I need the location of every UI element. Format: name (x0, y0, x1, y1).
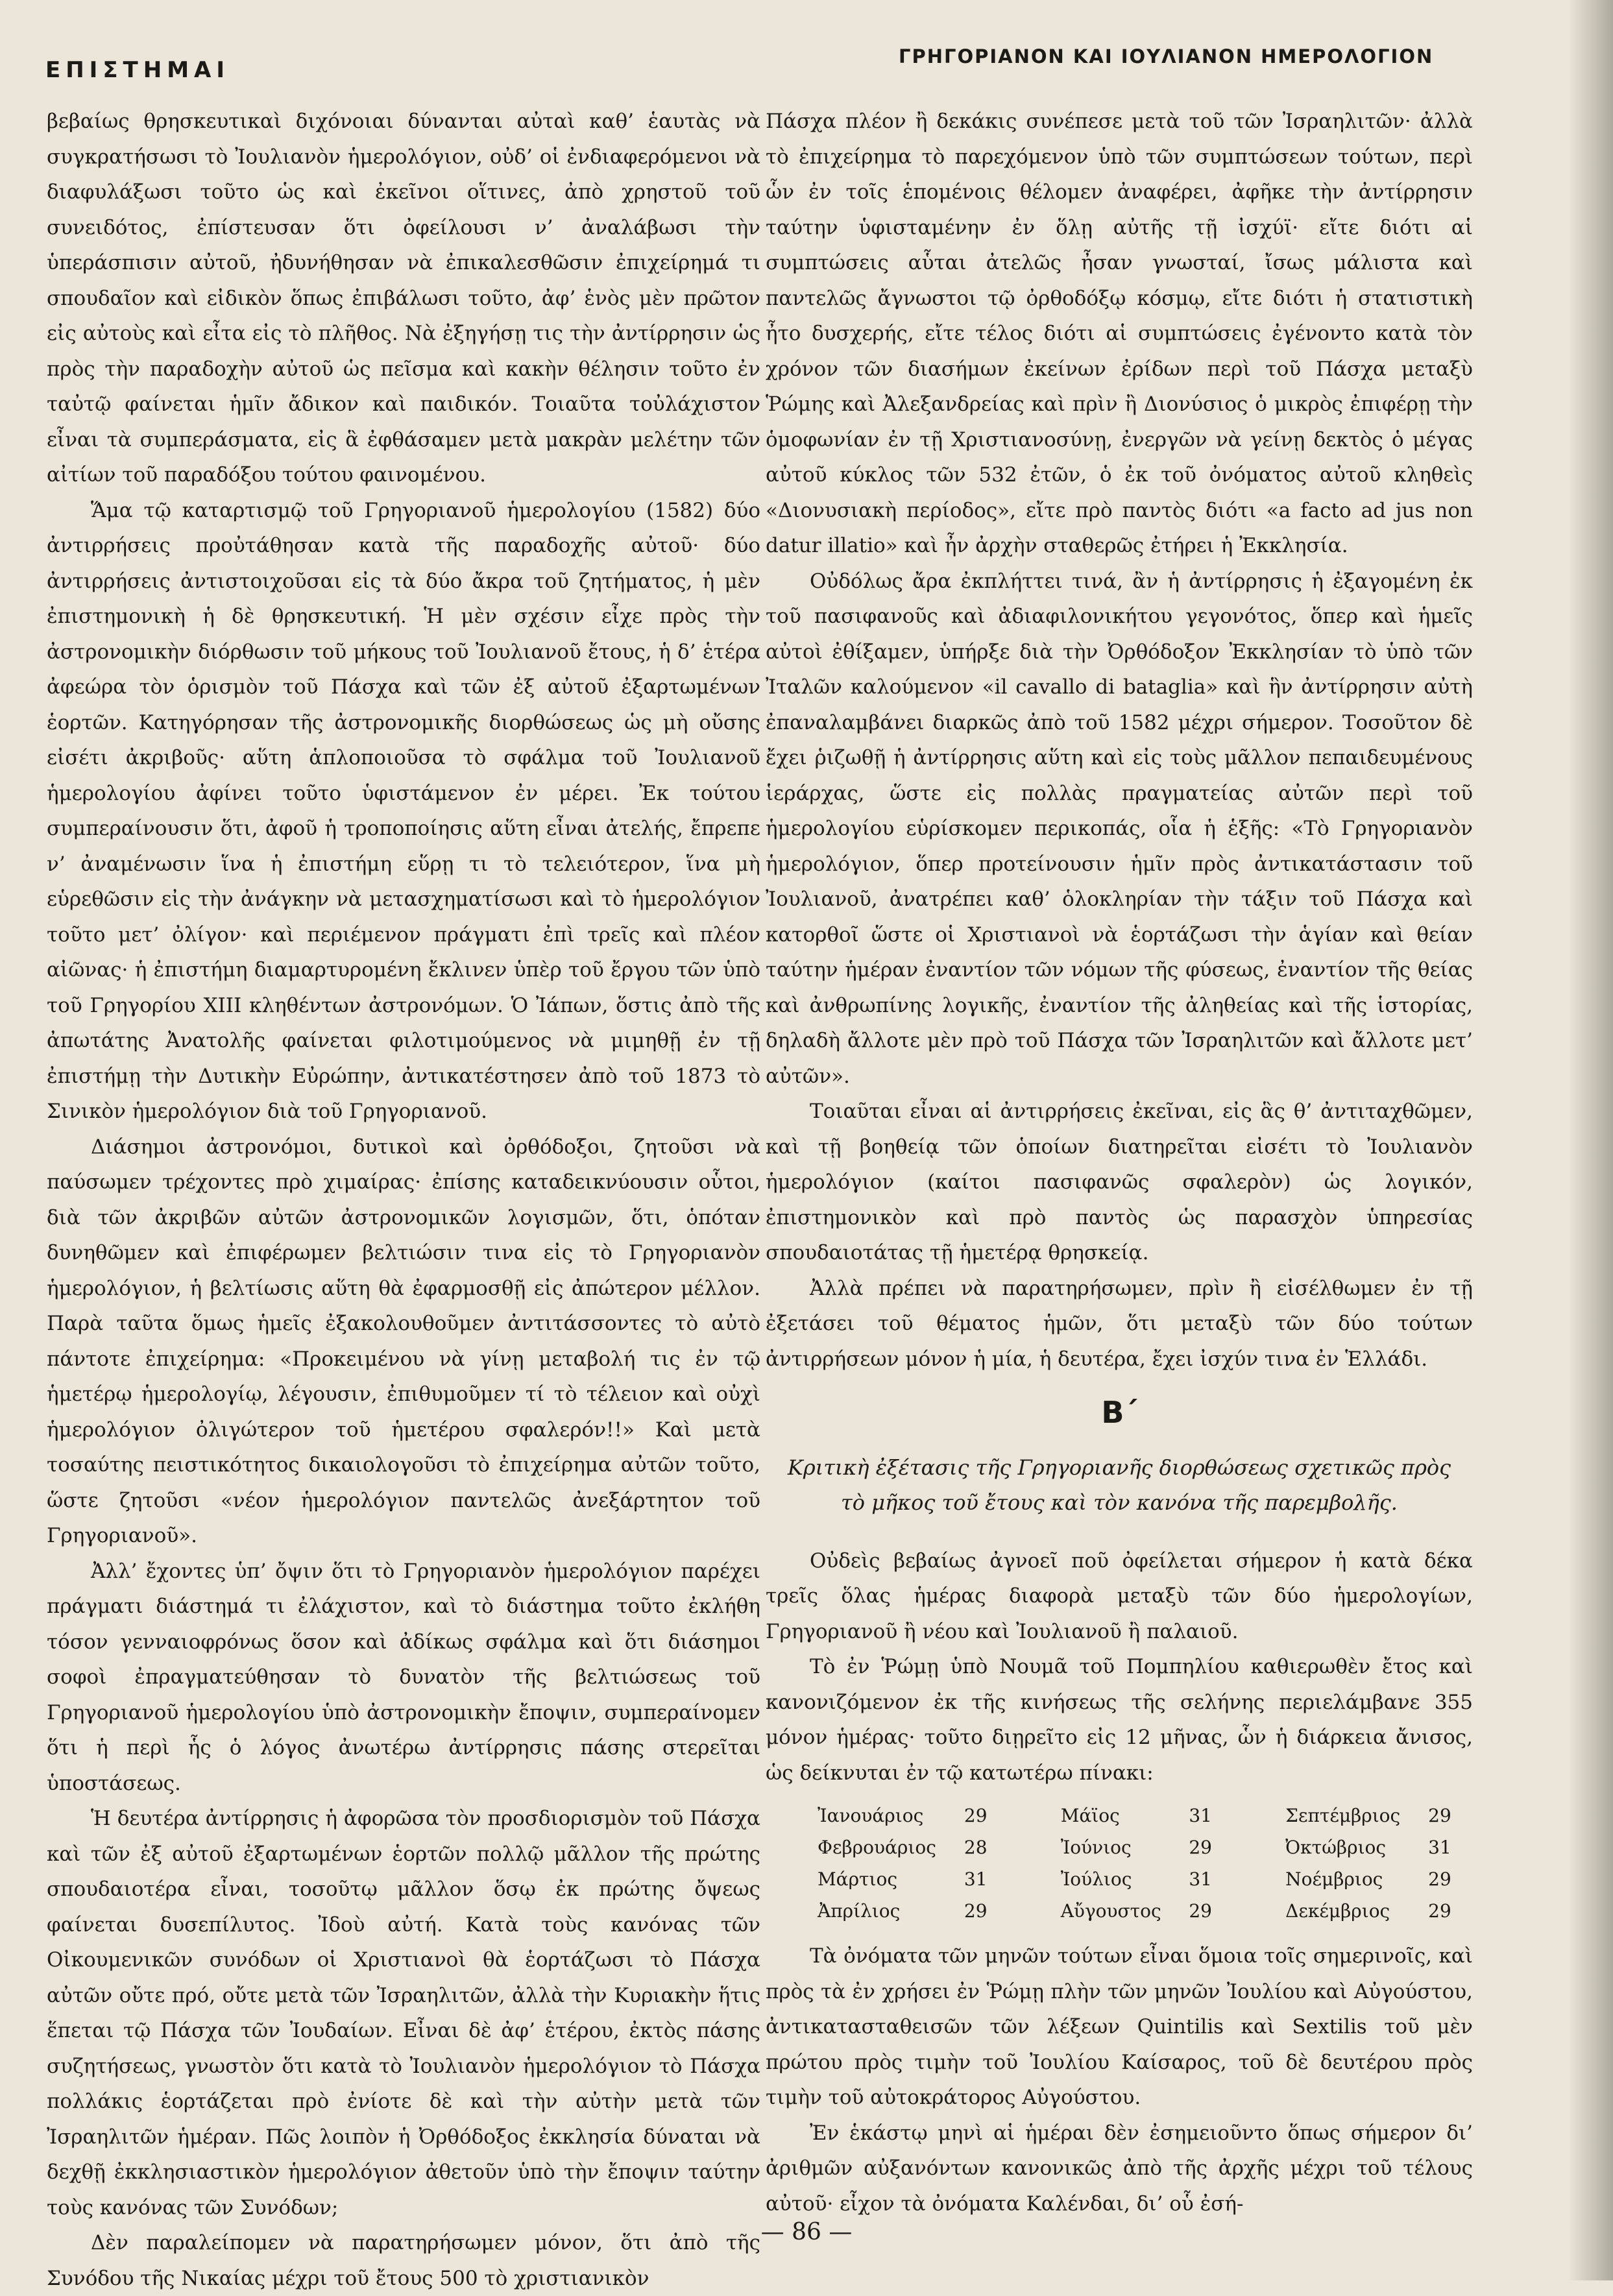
month-days: 31 (964, 1868, 988, 1890)
months-table (766, 1800, 1473, 1927)
month-days: 29 (1189, 1900, 1212, 1922)
table-row (766, 1800, 1473, 1831)
paragraph: βεβαίως θρησκευτικαὶ διχόνοιαι δύνανται αὐταὶ καθ’ ἑαυτὰς νὰ συγκρατήσωσι τὸ Ἰουλιανὸν ἡμερολόγιον, οὐδ’ οἱ ἐνδιαφερόμενοι νὰ διαφυλάξωσι τοῦτο ὡς καὶ ἐκεῖνοι οἵτινες, ἀπὸ χρηστοῦ τοῦ συνειδότος, ἐπίστευσαν ὅτι ὀφείλουσι ν’ ἀναλάβωσι τὴν ὑπεράσπισιν αὐτοῦ, ἠδυνήθησαν νὰ ἐπικαλεσθῶσιν ἐπιχείρημά τι σπουδαῖον καὶ εἰδικὸν ὅπως ἐπιβάλωσι τοῦτο, ἀφ’ ἑνὸς μὲν πρῶτον εἰς αὐτοὺς καὶ εἶτα εἰς τὸ πλῆθος. Νὰ ἐξηγήσῃ τις τὴν ἀντίρρησιν ὡς πρὸς τὴν παραδοχὴν αὐτοῦ ὡς πεῖσμα καὶ κακὴν θέλησιν τοῦτο ἐν ταὐτῷ φαίνεται ἡμῖν ἄδικον καὶ παιδικόν. Τοιαῦτα τοὐλάχιστον εἶναι τὰ συμπεράσματα, εἰς ἃ ἐφθάσαμεν μετὰ μακρὰν μελέτην τῶν αἰτίων τοῦ παραδόξου τούτου φαινομένου. (47, 110, 760, 487)
paragraph: Οὐδεὶς βεβαίως ἀγνοεῖ ποῦ ὀφείλεται σήμερον ἡ κατὰ δέκα τρεῖς ὅλας ἡμέρας διαφορὰ μεταξὺ τῶν δύο ἡμερολογίων, Γρηγοριανοῦ ἢ νέου καὶ Ἰουλιανοῦ ἢ παλαιοῦ. (766, 1549, 1473, 1643)
paragraph: Ἀλλὰ πρέπει νὰ παρατηρήσωμεν, πρὶν ἢ εἰσέλθωμεν ἐν τῇ ἐξετάσει τοῦ θέματος ἡμῶν, ὅτι μεταξὺ τῶν δύο τούτων ἀντιρρήσεων μόνον ἡ μία, ἡ δευτέρα, ἔχει ἰσχύν τινα ἐν Ἑλλάδι. (766, 1276, 1473, 1371)
month-days: 31 (1189, 1805, 1212, 1826)
month-name: Μάϊος (1060, 1805, 1120, 1826)
running-head-right: ΓΡΗΓΟΡΙΑΝΟΝ ΚΑΙ ΙΟΥΛΙΑΝΟΝ ΗΜΕΡΟΛΟΓΙΟΝ (899, 45, 1434, 67)
paragraph: Ἅμα τῷ καταρτισμῷ τοῦ Γρηγοριανοῦ ἡμερολογίου (1582) δύο ἀντιρρήσεις προὐτάθησαν κατὰ τῆς παραδοχῆς αὐτοῦ· δύο ἀντιρρήσεις ἀντιστοιχοῦσαι εἰς τὰ δύο ἄκρα τοῦ ζητήματος, ἡ μὲν ἐπιστημονικὴ ἡ δὲ θρησκευτική. Ἡ μὲν σχέσιν εἶχε πρὸς τὴν ἀστρονομικὴν διόρθωσιν τοῦ μήκους τοῦ Ἰουλιανοῦ ἔτους, ἡ δ’ ἑτέρα ἀφεώρα τὸν ὁρισμὸν τοῦ Πάσχα καὶ τῶν ἐξ αὐτοῦ ἐξαρτωμένων ἑορτῶν. Κατηγόρησαν τῆς ἀστρονομικῆς διορθώσεως ὡς μὴ οὔσης εἰσέτι ἀκριβοῦς· αὕτη ἁπλοποιοῦσα τὸ σφάλμα τοῦ Ἰουλιανοῦ ἡμερολογίου ἀφίνει τοῦτο ὑφιστάμενον ἐν μέρει. Ἐκ τούτου συμπεραίνουσιν ὅτι, ἀφοῦ ἡ τροποποίησις αὕτη εἶναι ἀτελής, ἔπρεπε ν’ ἀναμένωσιν ἵνα ἡ ἐπιστήμη εὕρῃ τι τὸ τελειότερον, ἵνα μὴ εὑρεθῶσιν εἰς τὴν ἀνάγκην νὰ μετασχηματίσωσι καὶ τὸ ἡμερολόγιον τοῦτο μετ’ ὀλίγον· καὶ περιέμενον πράγματι ἐπὶ τρεῖς καὶ πλέον αἰῶνας· ἡ ἐπιστήμη διαμαρτυρομένη ἔκλινεν ὑπὲρ τοῦ ἔργου τῶν ὑπὸ τοῦ Γρηγορίου XIII κληθέντων ἀστρονόμων. Ὁ Ἰάπων, ὅστις ἀπὸ τῆς ἀπωτάτης Ἀνατολῆς φαίνεται φιλοτιμούμενος νὰ μιμηθῇ ἐν τῇ ἐπιστήμῃ τὴν Δυτικὴν Εὐρώπην, ἀντικατέστησεν ἀπὸ τοῦ 1873 τὸ Σινικὸν ἡμερολόγιον διὰ τοῦ Γρηγοριανοῦ. (47, 498, 760, 1123)
month-name: Αὔγουστος (1060, 1900, 1161, 1922)
month-name: Ὀκτώβριος (1285, 1837, 1387, 1858)
paragraph: Ἐν ἑκάστῳ μηνὶ αἱ ἡμέραι δὲν ἐσημειοῦντο ὅπως σήμερον δι’ ἀριθμῶν αὐξανόντων κανονικῶς ἀπὸ τῆς ἀρχῆς μέχρι τοῦ τέλους αὐτοῦ· εἶχον τὰ ὀνόματα Καλένδαι, δι’ οὗ ἐσή- (766, 2121, 1473, 2216)
month-days: 29 (1189, 1837, 1212, 1858)
left-column (47, 104, 760, 2296)
month-days: 29 (964, 1805, 988, 1826)
month-name: Ἀπρίλιος (818, 1900, 901, 1922)
page-number: — 86 — (760, 2219, 853, 2245)
month-days: 29 (1428, 1805, 1451, 1826)
paragraph: Τοιαῦται εἶναι αἱ ἀντιρρήσεις ἐκεῖναι, εἰς ἃς θ’ ἀντιταχθῶμεν, καὶ τῇ βοηθείᾳ τῶν ὁποίων διατηρεῖται εἰσέτι τὸ Ἰουλιανὸν ἡμερολόγιον (καίτοι πασιφανῶς σφαλερὸν) ὡς λογικόν, ἐπιστημονικὸν καὶ πρὸ παντὸς ὡς παρασχὸν ὑπηρεσίας σπουδαιοτάτας τῇ ἡμετέρᾳ θρησκείᾳ. (766, 1100, 1473, 1264)
paragraph: Οὐδόλως ἄρα ἐκπλήττει τινά, ἂν ἡ ἀντίρρησις ἡ ἐξαγομένη ἐκ τοῦ πασιφανοῦς καὶ ἀδιαφιλονικήτου γεγονότος, ὅπερ καὶ ἡμεῖς αὐτοὶ ἐθίξαμεν, ὑπήρξε διὰ τὴν Ὀρθόδοξον Ἐκκλησίαν τὸ ὑπὸ τῶν Ἰταλῶν καλούμενον «il cavallo di bataglia» καὶ ἣν ἀντίρρησιν αὐτὴ ἐπαναλαμβάνει διαρκῶς ἀπὸ τοῦ 1582 μέχρι σήμερον. Τοσοῦτον δὲ ἔχει ῥιζωθῇ ἡ ἀντίρρησις αὕτη καὶ εἰς τοὺς μᾶλλον πεπαιδευμένους ἱεράρχας, ὥστε εἰς πολλὰς πραγματείας αὐτῶν περὶ τοῦ ἡμερολογίου εὑρίσκομεν περικοπάς, οἷα ἡ ἑξῆς: «Τὸ Γρηγοριανὸν ἡμερολόγιον, ὅπερ προτείνουσιν ἡμῖν πρὸς ἀντικατάστασιν τοῦ Ἰουλιανοῦ, ἀνατρέπει καθ’ ὁλοκληρίαν τὴν τάξιν τοῦ Πάσχα καὶ κατορθοῖ ὥστε οἱ Χριστιανοὶ νὰ ἑορτάζωσι τὴν ἁγίαν καὶ θείαν ταύτην ἡμέραν ἐναντίον τῶν νόμων τῆς φύσεως, ἐναντίον τῆς θείας καὶ ἀνθρωπίνης λογικῆς, ἐναντίον τῆς ἀληθείας καὶ τῆς ἱστορίας, δηλαδὴ ἄλλοτε μὲν πρὸ τοῦ Πάσχα τῶν Ἰσραηλιτῶν καὶ ἄλλοτε μετ’ αὐτῶν». (766, 569, 1473, 1088)
month-name: Φεβρουάριος (818, 1837, 936, 1858)
paragraph: Δὲν παραλείπομεν νὰ παρατηρήσωμεν μόνον, ὅτι ἀπὸ τῆς Συνόδου τῆς Νικαίας μέχρι τοῦ ἔτους 500 τὸ χριστιανικὸν (47, 2231, 760, 2290)
month-name: Σεπτέμβριος (1285, 1805, 1401, 1826)
month-name: Δεκέμβριος (1285, 1900, 1390, 1922)
table-row (766, 1863, 1473, 1895)
running-head-left: ΕΠΙΣΤΗΜΑΙ (45, 57, 230, 83)
month-name: Νοέμβριος (1285, 1868, 1383, 1890)
month-name: Ἰανουάριος (818, 1805, 924, 1826)
month-name: Ἰούλιος (1060, 1868, 1132, 1890)
month-name: Μάρτιος (818, 1868, 898, 1890)
page-edge-shadow (1568, 0, 1613, 2280)
month-days: 29 (1428, 1900, 1451, 1922)
month-days: 28 (964, 1837, 988, 1858)
paragraph: Τὰ ὀνόματα τῶν μηνῶν τούτων εἶναι ὅμοια τοῖς σημερινοῖς, καὶ πρὸς τὰ ἐν χρήσει ἐν Ῥώμῃ πλὴν τῶν μηνῶν Ἰουλίου καὶ Αὐγούστου, ἀντικατασταθεισῶν τῶν λέξεων Quintilis καὶ Sextilis τοῦ μὲν πρώτου πρὸς τιμὴν τοῦ Ἰουλίου Καίσαρος, τοῦ δὲ δευτέρου πρὸς τιμὴν τοῦ αὐτοκράτορος Αὐγούστου. (766, 1944, 1473, 2109)
paragraph: Ἡ δευτέρα ἀντίρρησις ἡ ἀφορῶσα τὸν προσδιορισμὸν τοῦ Πάσχα καὶ τῶν ἐξ αὐτοῦ ἐξαρτωμένων ἑορτῶν πολλῷ μᾶλλον τῆς πρώτης σπουδαιοτέρα εἶναι, τοσοῦτῳ μᾶλλον ὅσῳ ἐκ πρώτης ὄψεως φαίνεται δυσεπίλυτος. Ἰδοὺ αὐτή. Κατὰ τοὺς κανόνας τῶν Οἰκουμενικῶν συνόδων οἱ Χριστιανοὶ θὰ ἑορτάζωσι τὸ Πάσχα αὐτῶν οὔτε πρό, οὔτε μετὰ τῶν Ἰσραηλιτῶν, ἀλλὰ τὴν Κυριακὴν ἥτις ἕπεται τῷ Πάσχα τῶν Ἰουδαίων. Εἶναι δὲ ἀφ’ ἑτέρου, ἐκτὸς πάσης συζητήσεως, γνωστὸν ὅτι κατὰ τὸ Ἰουλιανὸν ἡμερολόγιον τὸ Πάσχα πολλάκις ἑορτάζεται πρὸ ἐνίοτε δὲ καὶ τὴν αὐτὴν μετὰ τῶν Ἰσραηλιτῶν ἡμέραν. Πῶς λοιπὸν ἡ Ὀρθόδοξος ἐκκλησία δύναται νὰ δεχθῇ ἐκκλησιαστικὸν ἡμερολόγιον ἀθετοῦν ὑπὸ τὴν ἔποψιν ταύτην τοὺς κανόνας τῶν Συνόδων; (47, 1807, 760, 2219)
table-row (766, 1895, 1473, 1927)
paragraph: Τὸ ἐν Ῥώμῃ ὑπὸ Νουμᾶ τοῦ Πομπηλίου καθιερωθὲν ἔτος καὶ κανονιζόμενον ἐκ τῆς κινήσεως τῆς σελήνης περιελάμβανε 355 μόνον ἡμέρας· τοῦτο διῃρεῖτο εἰς 12 μῆνας, ὧν ἡ διάρκεια ἄνισος, ὡς δείκνυται ἐν τῷ κατωτέρω πίνακι: (766, 1655, 1473, 1785)
section-number: Β΄ (1101, 1395, 1137, 1430)
paragraph: Πάσχα πλέον ἢ δεκάκις συνέπεσε μετὰ τοῦ τῶν Ἰσραηλιτῶν· ἀλλὰ τὸ ἐπιχείρημα τὸ παρεχόμενον ὑπὸ τῶν συμπτώσεων τούτων, περὶ ὧν ἐν τοῖς ἑπομένοις θέλομεν ἀναφέρει, ἀφῆκε τὴν ἀντίρρησιν ταύτην ὑφισταμένην ἐν ὅλῃ αὐτῆς τῇ ἰσχύϊ· εἴτε διότι αἱ συμπτώσεις αὗται ἀτελῶς ἦσαν γνωσταί, ἴσως μάλιστα καὶ παντελῶς ἄγνωστοι τῷ ὀρθοδόξῳ κόσμῳ, εἴτε διότι ἡ στατιστικὴ ἦτο δυσχερής, εἴτε τέλος διότι αἱ συμπτώσεις ἐγένοντο κατὰ τὸν χρόνον τῶν διασήμων ἐκείνων ἐρίδων περὶ τοῦ Πάσχα μεταξὺ Ῥώμης καὶ Ἀλεξανδρείας καὶ πρὶν ἢ Διονύσιος ὁ μικρὸς ἐπιφέρῃ τὴν ὁμοφωνίαν ἐν τῇ Χριστιανοσύνῃ, ἐνεργῶν νὰ γείνῃ δεκτὸς ὁ μέγας αὐτοῦ κύκλος τῶν 532 ἐτῶν, ὁ ἐκ τοῦ ὀνόματος αὐτοῦ κληθεὶς «Διονυσιακὴ περίοδος», εἴτε πρὸ παντὸς διότι «a facto ad jus non datur illatio» καὶ ἦν ἀρχὴν σταθερῶς ἐτήρει ἡ Ἐκκλησία. (766, 110, 1473, 557)
right-column (766, 104, 1473, 2221)
month-name: Ἰούνιος (1060, 1837, 1132, 1858)
month-days: 31 (1428, 1837, 1451, 1858)
month-days: 31 (1189, 1868, 1212, 1890)
month-days: 29 (1428, 1868, 1451, 1890)
paragraph: Ἀλλ’ ἔχοντες ὑπ’ ὄψιν ὅτι τὸ Γρηγοριανὸν ἡμερολόγιον παρέχει πράγματι διάστημά τι ἐλάχιστον, καὶ τὸ διάστημα τοῦτο ἐκλήθη τόσον γενναιοφρόνως ὅσον καὶ ἀδίκως σφάλμα καὶ ὅτι διάσημοι σοφοὶ ἐπραγματεύθησαν τὸ δυνατὸν τῆς βελτιώσεως τοῦ Γρηγοριανοῦ ἡμερολογίου ὑπὸ ἀστρονομικὴν ἔποψιν, συμπεραίνομεν ὅτι ἡ περὶ ἧς ὁ λόγος ἀνωτέρω ἀντίρρησις πάσης στερεῖται ὑποστάσεως. (47, 1559, 760, 1795)
month-days: 29 (964, 1900, 988, 1922)
paragraph: Διάσημοι ἀστρονόμοι, δυτικοὶ καὶ ὀρθόδοξοι, ζητοῦσι νὰ παύσωμεν τρέχοντες πρὸ χιμαίρας· ἐπίσης καταδεικνύουσιν οὗτοι, διὰ τῶν ἀκριβῶν αὐτῶν ἀστρονομικῶν λογισμῶν, ὅτι, ὁπόταν δυνηθῶμεν καὶ ἐπιφέρωμεν βελτιώσιν τινα εἰς τὸ Γρηγοριανὸν ἡμερολόγιον, ἡ βελτίωσις αὕτη θὰ ἐφαρμοσθῇ εἰς ἀπώτερον μέλλον. Παρὰ ταῦτα ὅμως ἡμεῖς ἐξακολουθοῦμεν ἀντιτάσσοντες τὸ αὐτὸ πάντοτε ἐπιχείρημα: «Προκειμένου νὰ γίνῃ μεταβολή τις ἐν τῷ ἡμετέρῳ ἡμερολογίῳ, λέγουσιν, ἐπιθυμοῦμεν τί τὸ τέλειον καὶ οὐχὶ ἡμερολόγιον ὀλιγώτερον τοῦ ἡμετέρου σφαλερόν!!» Καὶ μετὰ τοσαύτης πειστικότητος δικαιολογοῦσι τὸ ἐπιχείρημα αὐτῶν τοῦτο, ὥστε ζητοῦσι «νέον ἡμερολόγιον παντελῶς ἀνεξάρτητον τοῦ Γρηγοριανοῦ». (47, 1135, 760, 1547)
table-row (766, 1831, 1473, 1863)
section-title: Κριτικὴ ἐξέτασις τῆς Γρηγοριανῆς διορθώσεως σχετικῶς πρὸς τὸ μῆκος τοῦ ἔτους καὶ τὸν κανόνα τῆς παρεμβολῆς. (787, 1455, 1451, 1515)
